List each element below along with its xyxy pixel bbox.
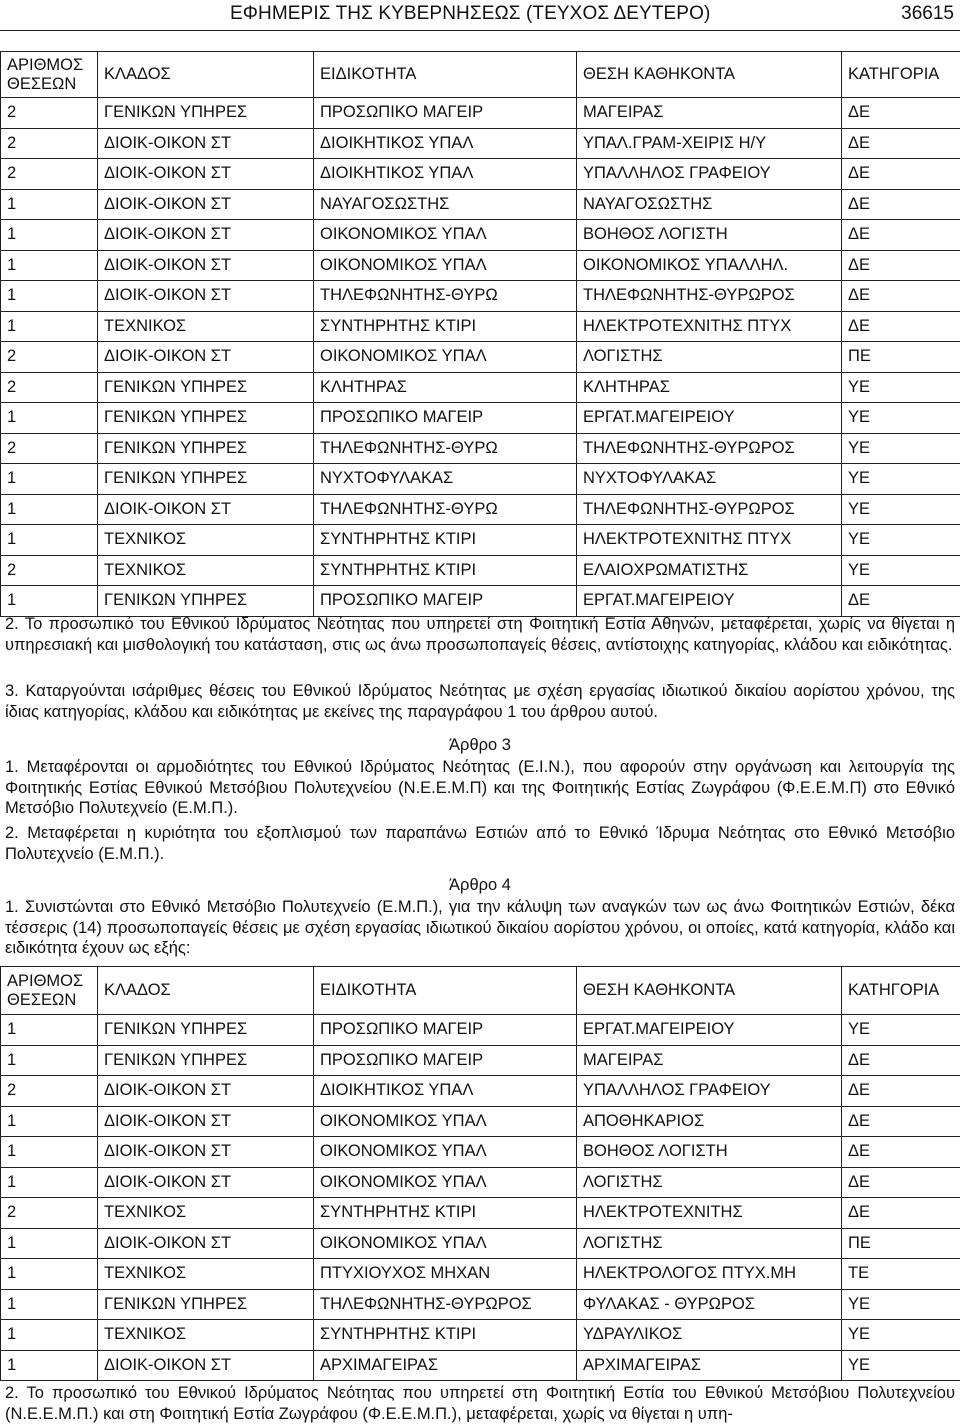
paragraph-2-article-4: 2. Το προσωπικό του Εθνικού Ιδρύματος Νεότητας που υπηρετεί στη Φοιτητική Εστία του Εθνικού Μετσόβιου Πολυτεχνείου (Ν.Ε.Ε.Μ.Π.) και στη Φοιτητική Εστία Ζωγράφου (Φ.Ε.Ε.Μ.Π.), μεταφέρεται, χωρίς να θίγεται η υπη- — [5, 1384, 955, 1423]
cell-positions-count: 2 — [1, 128, 98, 159]
positions-table-1 — [0, 51, 960, 617]
table-row — [1, 1076, 960, 1107]
cell-positions-count: 1 — [1, 1106, 98, 1137]
cell-category: ΔΕ — [842, 1198, 960, 1229]
cell-duties: ΗΛΕΚΤΡΟΤΕΧΝΙΤΗΣ ΠΤΥΧ — [577, 525, 842, 556]
cell-category: ΔΕ — [842, 220, 960, 251]
cell-branch: ΓΕΝΙΚΩΝ ΥΠΗΡΕΣ — [98, 1015, 314, 1046]
cell-specialty: ΔΙΟΙΚΗΤΙΚΟΣ ΥΠΑΛ — [314, 1076, 577, 1107]
cell-positions-count: 1 — [1, 525, 98, 556]
table-row — [1, 464, 960, 495]
cell-positions-count: 2 — [1, 372, 98, 403]
cell-category: ΔΕ — [842, 250, 960, 281]
cell-specialty: ΠΡΟΣΩΠΙΚΟ ΜΑΓΕΙΡ — [314, 1045, 577, 1076]
cell-specialty: ΝΥΧΤΟΦΥΛΑΚΑΣ — [314, 464, 577, 495]
cell-branch: ΔΙΟΙΚ-ΟΙΚΟΝ ΣΤ — [98, 494, 314, 525]
cell-specialty: ΠΡΟΣΩΠΙΚΟ ΜΑΓΕΙΡ — [314, 1015, 577, 1046]
cell-branch: ΔΙΟΙΚ-ΟΙΚΟΝ ΣΤ — [98, 128, 314, 159]
table-row — [1, 555, 960, 586]
table-row — [1, 372, 960, 403]
cell-category: ΔΕ — [842, 1076, 960, 1107]
cell-category: ΥΕ — [842, 1015, 960, 1046]
table-row — [1, 1289, 960, 1320]
table-header-row — [1, 967, 960, 1015]
cell-duties: ΕΛΑΙΟΧΡΩΜΑΤΙΣΤΗΣ — [577, 555, 842, 586]
table-row — [1, 433, 960, 464]
table-row — [1, 525, 960, 556]
cell-category: ΔΕ — [842, 1106, 960, 1137]
cell-positions-count: 1 — [1, 189, 98, 220]
cell-branch: ΤΕΧΝΙΚΟΣ — [98, 1259, 314, 1290]
cell-branch: ΓΕΝΙΚΩΝ ΥΠΗΡΕΣ — [98, 586, 314, 617]
cell-category: ΔΕ — [842, 98, 960, 129]
cell-positions-count: 1 — [1, 1350, 98, 1381]
cell-specialty: ΟΙΚΟΝΟΜΙΚΟΣ ΥΠΑΛ — [314, 250, 577, 281]
cell-branch: ΔΙΟΙΚ-ΟΙΚΟΝ ΣΤ — [98, 1076, 314, 1107]
header-duties: ΘΕΣΗ ΚΑΘΗΚΟΝΤΑ — [577, 967, 842, 1015]
paragraph-1-article-4: 1. Συνιστώνται στο Εθνικό Μετσόβιο Πολυτεχνείο (Ε.Μ.Π.), για την κάλυψη των αναγκών των ως άνω Φοιτητικών Εστιών, δέκα τέσσερις (14) προσωποπαγείς θέσεις με σχέση εργασίας ιδιωτικού δικαίου αορίστου χρόνου, οι οποίες, κατά κατηγορία, κλάδο και ειδικότητα έχουν ως εξής: — [5, 898, 955, 957]
cell-category: ΥΕ — [842, 555, 960, 586]
cell-specialty: ΝΑΥΑΓΟΣΩΣΤΗΣ — [314, 189, 577, 220]
table-row — [1, 220, 960, 251]
header-specialty: ΕΙΔΙΚΟΤΗΤΑ — [314, 967, 577, 1015]
table-row — [1, 250, 960, 281]
cell-category: ΔΕ — [842, 311, 960, 342]
page-header — [0, 0, 960, 27]
cell-positions-count: 1 — [1, 1045, 98, 1076]
table-row — [1, 1045, 960, 1076]
table-row — [1, 1167, 960, 1198]
cell-category: ΔΕ — [842, 1167, 960, 1198]
header-category: ΚΑΤΗΓΟΡΙΑ — [842, 967, 960, 1015]
cell-specialty: ΑΡΧΙΜΑΓΕΙΡΑΣ — [314, 1350, 577, 1381]
cell-duties: ΛΟΓΙΣΤΗΣ — [577, 1167, 842, 1198]
cell-category: ΥΕ — [842, 1289, 960, 1320]
cell-positions-count: 2 — [1, 159, 98, 190]
cell-category: ΔΕ — [842, 1045, 960, 1076]
cell-branch: ΔΙΟΙΚ-ΟΙΚΟΝ ΣΤ — [98, 281, 314, 312]
cell-duties: ΒΟΗΘΟΣ ΛΟΓΙΣΤΗ — [577, 220, 842, 251]
cell-category: ΔΕ — [842, 281, 960, 312]
table-row — [1, 1259, 960, 1290]
header-duties: ΘΕΣΗ ΚΑΘΗΚΟΝΤΑ — [577, 52, 842, 98]
header-specialty: ΕΙΔΙΚΟΤΗΤΑ — [314, 52, 577, 98]
gazette-title: ΕΦΗΜΕΡΙΣ ΤΗΣ ΚΥΒΕΡΝΗΣΕΩΣ (ΤΕΥΧΟΣ ΔΕΥΤΕΡΟ) — [230, 3, 711, 24]
cell-duties: ΤΗΛΕΦΩΝΗΤΗΣ-ΘΥΡΩΡΟΣ — [577, 433, 842, 464]
cell-branch: ΔΙΟΙΚ-ΟΙΚΟΝ ΣΤ — [98, 1350, 314, 1381]
cell-category: ΠΕ — [842, 342, 960, 373]
cell-specialty: ΣΥΝΤΗΡΗΤΗΣ ΚΤΙΡΙ — [314, 525, 577, 556]
cell-positions-count: 2 — [1, 555, 98, 586]
cell-specialty: ΣΥΝΤΗΡΗΤΗΣ ΚΤΙΡΙ — [314, 555, 577, 586]
cell-positions-count: 1 — [1, 1320, 98, 1351]
cell-specialty: ΟΙΚΟΝΟΜΙΚΟΣ ΥΠΑΛ — [314, 220, 577, 251]
cell-category: ΔΕ — [842, 159, 960, 190]
cell-category: ΔΕ — [842, 189, 960, 220]
cell-branch: ΓΕΝΙΚΩΝ ΥΠΗΡΕΣ — [98, 1289, 314, 1320]
cell-branch: ΓΕΝΙΚΩΝ ΥΠΗΡΕΣ — [98, 1045, 314, 1076]
cell-category: ΥΕ — [842, 403, 960, 434]
cell-specialty: ΠΡΟΣΩΠΙΚΟ ΜΑΓΕΙΡ — [314, 98, 577, 129]
cell-positions-count: 1 — [1, 220, 98, 251]
cell-specialty: ΟΙΚΟΝΟΜΙΚΟΣ ΥΠΑΛ — [314, 1167, 577, 1198]
cell-positions-count: 1 — [1, 1167, 98, 1198]
cell-branch: ΔΙΟΙΚ-ΟΙΚΟΝ ΣΤ — [98, 159, 314, 190]
cell-specialty: ΣΥΝΤΗΡΗΤΗΣ ΚΤΙΡΙ — [314, 311, 577, 342]
cell-positions-count: 1 — [1, 1259, 98, 1290]
cell-duties: ΥΠΑΛ.ΓΡΑΜ-ΧΕΙΡΙΣ Η/Υ — [577, 128, 842, 159]
cell-branch: ΔΙΟΙΚ-ΟΙΚΟΝ ΣΤ — [98, 1228, 314, 1259]
cell-duties: ΑΠΟΘΗΚΑΡΙΟΣ — [577, 1106, 842, 1137]
cell-duties: ΛΟΓΙΣΤΗΣ — [577, 342, 842, 373]
cell-duties: ΜΑΓΕΙΡΑΣ — [577, 98, 842, 129]
cell-duties: ΦΥΛΑΚΑΣ - ΘΥΡΩΡΟΣ — [577, 1289, 842, 1320]
table-row — [1, 1106, 960, 1137]
cell-duties: ΝΑΥΑΓΟΣΩΣΤΗΣ — [577, 189, 842, 220]
table-row — [1, 98, 960, 129]
paragraph-3-article-2: 3. Καταργούνται ισάριθμες θέσεις του Εθνικού Ιδρύματος Νεότητας με σχέση εργασίας ιδιωτικού δικαίου αορίστου χρόνου, της ίδιας κατηγορίας, κλάδου και ειδικότητας με εκείνες της παραγράφου 1 του άρθρου αυτού. — [5, 682, 955, 721]
cell-duties: ΝΥΧΤΟΦΥΛΑΚΑΣ — [577, 464, 842, 495]
header-rule — [0, 30, 960, 31]
cell-specialty: ΤΗΛΕΦΩΝΗΤΗΣ-ΘΥΡΩ — [314, 494, 577, 525]
cell-duties: ΗΛΕΚΤΡΟΤΕΧΝΙΤΗΣ ΠΤΥΧ — [577, 311, 842, 342]
article-3-heading: Άρθρο 3 — [449, 736, 511, 754]
cell-specialty: ΣΥΝΤΗΡΗΤΗΣ ΚΤΙΡΙ — [314, 1198, 577, 1229]
cell-positions-count: 1 — [1, 586, 98, 617]
cell-specialty: ΟΙΚΟΝΟΜΙΚΟΣ ΥΠΑΛ — [314, 342, 577, 373]
cell-positions-count: 1 — [1, 311, 98, 342]
page-number: 36615 — [901, 3, 954, 24]
cell-positions-count: 2 — [1, 98, 98, 129]
cell-duties: ΥΔΡΑΥΛΙΚΟΣ — [577, 1320, 842, 1351]
cell-branch: ΔΙΟΙΚ-ΟΙΚΟΝ ΣΤ — [98, 250, 314, 281]
cell-branch: ΓΕΝΙΚΩΝ ΥΠΗΡΕΣ — [98, 98, 314, 129]
cell-branch: ΤΕΧΝΙΚΟΣ — [98, 311, 314, 342]
table-row — [1, 494, 960, 525]
cell-specialty: ΟΙΚΟΝΟΜΙΚΟΣ ΥΠΑΛ — [314, 1228, 577, 1259]
cell-branch: ΔΙΟΙΚ-ΟΙΚΟΝ ΣΤ — [98, 1167, 314, 1198]
cell-duties: ΚΛΗΤΗΡΑΣ — [577, 372, 842, 403]
cell-branch: ΓΕΝΙΚΩΝ ΥΠΗΡΕΣ — [98, 403, 314, 434]
cell-specialty: ΔΙΟΙΚΗΤΙΚΟΣ ΥΠΑΛ — [314, 128, 577, 159]
table-row — [1, 189, 960, 220]
cell-category: ΥΕ — [842, 525, 960, 556]
table-header-row — [1, 52, 960, 98]
table-row — [1, 1137, 960, 1168]
cell-category: ΔΕ — [842, 128, 960, 159]
cell-category: ΥΕ — [842, 433, 960, 464]
table-row — [1, 311, 960, 342]
cell-branch: ΓΕΝΙΚΩΝ ΥΠΗΡΕΣ — [98, 433, 314, 464]
header-branch: ΚΛΑΔΟΣ — [98, 52, 314, 98]
cell-positions-count: 2 — [1, 433, 98, 464]
cell-positions-count: 2 — [1, 1198, 98, 1229]
cell-duties: ΥΠΑΛΛΗΛΟΣ ΓΡΑΦΕΙΟΥ — [577, 159, 842, 190]
cell-category: ΤΕ — [842, 1259, 960, 1290]
cell-duties: ΥΠΑΛΛΗΛΟΣ ΓΡΑΦΕΙΟΥ — [577, 1076, 842, 1107]
paragraph-2-article-3: 2. Μεταφέρεται η κυριότητα του εξοπλισμού των παραπάνω Εστιών από το Εθνικό Ίδρυμα Νεότητας στο Εθνικό Μετσόβιο Πολυτεχνείο (Ε.Μ.Π.). — [5, 824, 955, 863]
cell-positions-count: 1 — [1, 250, 98, 281]
cell-duties: ΜΑΓΕΙΡΑΣ — [577, 1045, 842, 1076]
cell-duties: ΕΡΓΑΤ.ΜΑΓΕΙΡΕΙΟΥ — [577, 1015, 842, 1046]
cell-specialty: ΟΙΚΟΝΟΜΙΚΟΣ ΥΠΑΛ — [314, 1106, 577, 1137]
cell-specialty: ΠΡΟΣΩΠΙΚΟ ΜΑΓΕΙΡ — [314, 403, 577, 434]
cell-positions-count: 1 — [1, 1015, 98, 1046]
cell-positions-count: 1 — [1, 1137, 98, 1168]
cell-branch: ΤΕΧΝΙΚΟΣ — [98, 525, 314, 556]
cell-branch: ΤΕΧΝΙΚΟΣ — [98, 1198, 314, 1229]
header-category: ΚΑΤΗΓΟΡΙΑ — [842, 52, 960, 98]
cell-branch: ΔΙΟΙΚ-ΟΙΚΟΝ ΣΤ — [98, 1106, 314, 1137]
cell-branch: ΓΕΝΙΚΩΝ ΥΠΗΡΕΣ — [98, 464, 314, 495]
table-row — [1, 342, 960, 373]
cell-duties: ΑΡΧΙΜΑΓΕΙΡΑΣ — [577, 1350, 842, 1381]
cell-specialty: ΠΡΟΣΩΠΙΚΟ ΜΑΓΕΙΡ — [314, 586, 577, 617]
table-row — [1, 1015, 960, 1046]
header-positions-count: ΑΡΙΘΜΟΣ ΘΕΣΕΩΝ — [1, 967, 98, 1015]
table-row — [1, 281, 960, 312]
article-4-heading: Άρθρο 4 — [449, 876, 511, 894]
cell-specialty: ΠΤΥΧΙΟΥΧΟΣ ΜΗΧΑΝ — [314, 1259, 577, 1290]
cell-category: ΔΕ — [842, 1137, 960, 1168]
cell-category: ΥΕ — [842, 494, 960, 525]
cell-branch: ΓΕΝΙΚΩΝ ΥΠΗΡΕΣ — [98, 372, 314, 403]
cell-positions-count: 1 — [1, 494, 98, 525]
header-branch: ΚΛΑΔΟΣ — [98, 967, 314, 1015]
cell-duties: ΛΟΓΙΣΤΗΣ — [577, 1228, 842, 1259]
cell-duties: ΒΟΗΘΟΣ ΛΟΓΙΣΤΗ — [577, 1137, 842, 1168]
cell-category: ΥΕ — [842, 1320, 960, 1351]
cell-duties: ΕΡΓΑΤ.ΜΑΓΕΙΡΕΙΟΥ — [577, 586, 842, 617]
table-row — [1, 1228, 960, 1259]
cell-specialty: ΤΗΛΕΦΩΝΗΤΗΣ-ΘΥΡΩ — [314, 433, 577, 464]
cell-branch: ΔΙΟΙΚ-ΟΙΚΟΝ ΣΤ — [98, 189, 314, 220]
table-row — [1, 159, 960, 190]
cell-branch: ΔΙΟΙΚ-ΟΙΚΟΝ ΣΤ — [98, 1137, 314, 1168]
cell-positions-count: 2 — [1, 1076, 98, 1107]
cell-positions-count: 1 — [1, 281, 98, 312]
cell-branch: ΔΙΟΙΚ-ΟΙΚΟΝ ΣΤ — [98, 342, 314, 373]
cell-specialty: ΤΗΛΕΦΩΝΗΤΗΣ-ΘΥΡΩ — [314, 281, 577, 312]
table-row — [1, 1320, 960, 1351]
paragraph-1-article-3: 1. Μεταφέρονται οι αρμοδιότητες του Εθνικού Ιδρύματος Νεότητας (Ε.Ι.Ν.), που αφορούν στην οργάνωση και λειτουργία της Φοιτητικής Εστίας Εθνικού Μετσόβιου Πολυτεχνείου (Ν.Ε.Ε.Μ.Π) και της Φοιτητικής Εστίας Ζωγράφου (Φ.Ε.Ε.Μ.Π) στο Εθνικό Μετσόβιο Πολυτεχνείο (Ε.Μ.Π.). — [5, 758, 955, 817]
table-row — [1, 1350, 960, 1381]
cell-positions-count: 1 — [1, 403, 98, 434]
cell-specialty: ΤΗΛΕΦΩΝΗΤΗΣ-ΘΥΡΩΡΟΣ — [314, 1289, 577, 1320]
cell-duties: ΗΛΕΚΤΡΟΤΕΧΝΙΤΗΣ — [577, 1198, 842, 1229]
cell-category: ΥΕ — [842, 372, 960, 403]
table-row — [1, 1198, 960, 1229]
cell-positions-count: 1 — [1, 1228, 98, 1259]
cell-duties: ΤΗΛΕΦΩΝΗΤΗΣ-ΘΥΡΩΡΟΣ — [577, 281, 842, 312]
cell-category: ΔΕ — [842, 586, 960, 617]
table-row — [1, 403, 960, 434]
cell-duties: ΕΡΓΑΤ.ΜΑΓΕΙΡΕΙΟΥ — [577, 403, 842, 434]
cell-branch: ΤΕΧΝΙΚΟΣ — [98, 555, 314, 586]
cell-positions-count: 1 — [1, 1289, 98, 1320]
cell-specialty: ΚΛΗΤΗΡΑΣ — [314, 372, 577, 403]
cell-specialty: ΟΙΚΟΝΟΜΙΚΟΣ ΥΠΑΛ — [314, 1137, 577, 1168]
positions-table-2 — [0, 966, 960, 1381]
cell-category: ΥΕ — [842, 1350, 960, 1381]
table-row — [1, 128, 960, 159]
table-row — [1, 586, 960, 617]
cell-positions-count: 1 — [1, 464, 98, 495]
cell-positions-count: 2 — [1, 342, 98, 373]
cell-specialty: ΣΥΝΤΗΡΗΤΗΣ ΚΤΙΡΙ — [314, 1320, 577, 1351]
header-positions-count: ΑΡΙΘΜΟΣ ΘΕΣΕΩΝ — [1, 52, 98, 98]
cell-duties: ΤΗΛΕΦΩΝΗΤΗΣ-ΘΥΡΩΡΟΣ — [577, 494, 842, 525]
cell-duties: ΗΛΕΚΤΡΟΛΟΓΟΣ ΠΤΥΧ.ΜΗ — [577, 1259, 842, 1290]
cell-category: ΥΕ — [842, 464, 960, 495]
paragraph-2-article-2: 2. Το προσωπικό του Εθνικού Ιδρύματος Νεότητας που υπηρετεί στη Φοιτητική Εστία Αθηνών, μεταφέρεται, χωρίς να θίγεται η υπηρεσιακή και μισθολογική του κατάσταση, στις ως άνω προσωποπαγείς θέσεις, αντίστοιχης κατηγορίας, κλάδου και ειδικότητας. — [5, 615, 955, 654]
cell-branch: ΔΙΟΙΚ-ΟΙΚΟΝ ΣΤ — [98, 220, 314, 251]
cell-branch: ΤΕΧΝΙΚΟΣ — [98, 1320, 314, 1351]
cell-duties: ΟΙΚΟΝΟΜΙΚΟΣ ΥΠΑΛΛΗΛ. — [577, 250, 842, 281]
cell-category: ΠΕ — [842, 1228, 960, 1259]
cell-specialty: ΔΙΟΙΚΗΤΙΚΟΣ ΥΠΑΛ — [314, 159, 577, 190]
